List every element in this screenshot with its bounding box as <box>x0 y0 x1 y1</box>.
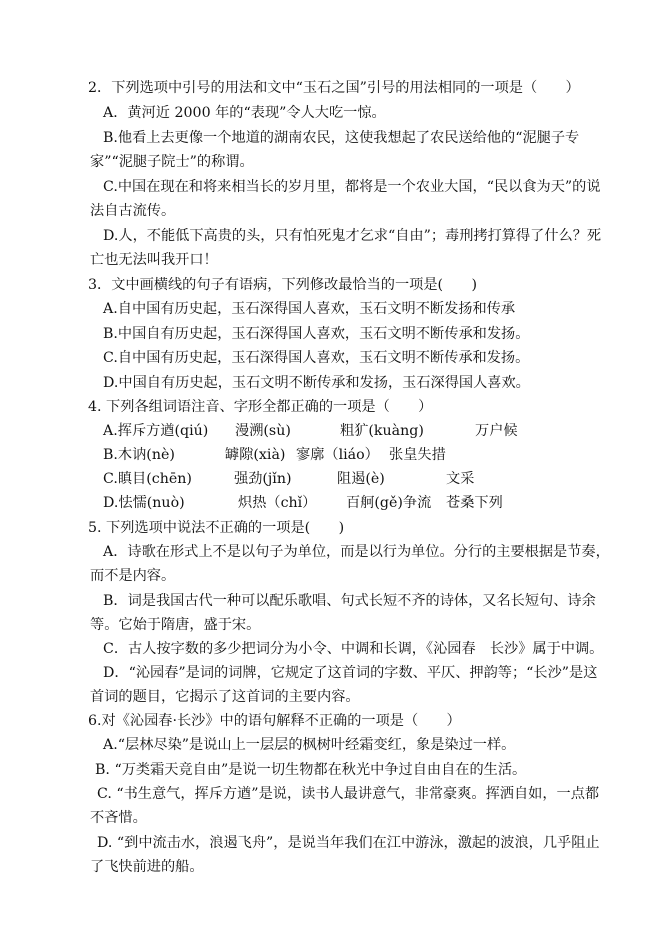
question-4-row-c-word-3: 阻遏(è) <box>337 471 385 487</box>
question-4-row-a-word-2: 漫溯(sù) <box>235 423 291 439</box>
question-4-row-a-word-3: 粗犷(kuàng) <box>340 423 424 439</box>
question-5-option-c: C．古人按字数的多少把词分为小令、中调和长调，《沁园春 长沙》属于中调。 <box>103 641 604 657</box>
question-6-stem: 6.对《沁园春·长沙》中的语句解释不正确的一项是（ ） <box>88 713 461 729</box>
question-6-option-c-line1: C. “书生意气，挥斥方遒”是说，读书人最讲意气，非常豪爽。挥洒自如，一点都 <box>97 786 600 802</box>
question-2-option-c-line2: 法自古流传。 <box>90 203 176 219</box>
question-4-row-d-word-4: 苍桑下列 <box>446 495 503 511</box>
question-2-option-d-line1: D.人，不能低下高贵的头，只有怕死鬼才乞求“自由”；毒刑拷打算得了什么？死 <box>103 228 602 244</box>
question-5-option-d-line2: 首词的题目，它揭示了这首词的主要内容。 <box>90 689 360 705</box>
question-6-option-a: A.“层林尽染”是说山上一层层的枫树叶经霜变红，象是染过一样。 <box>103 737 516 753</box>
question-4-row-b-word-2: 罅隙(xià) <box>225 447 286 463</box>
question-2-option-b-line1: B.他看上去更像一个地道的湖南农民，这使我想起了农民送给他的“泥腿子专 <box>103 130 580 146</box>
question-4-row-b-word-1: B.木讷(nè) <box>103 447 175 463</box>
question-6-option-d-line1: D. “到中流击水，浪遏飞舟”，是说当年我们在江中游泳，激起的波浪，几乎阻止 <box>97 835 600 851</box>
question-4-row-b-word-3: 寥廓（liáo） <box>296 447 379 463</box>
question-4-row-b-word-4: 张皇失措 <box>389 447 446 463</box>
question-5-stem: 5. 下列选项中说法不正确的一项是( ) <box>88 520 345 536</box>
question-4-row-a-word-1: A.挥斥方遒(qiú) <box>103 423 209 439</box>
question-2-option-d-line2: 亡也无法叫我开口！ <box>90 252 218 268</box>
question-6-option-d-line2: 了飞快前进的船。 <box>90 859 204 875</box>
question-4-stem: 4. 下列各组词语注音、字形全都正确的一项是（ ） <box>88 399 433 415</box>
question-3-option-b: B.中国自有历史起，玉石深得国人喜欢，玉石文明不断传承和发扬。 <box>103 326 530 342</box>
question-3-option-d: D.中国自有历史起，玉石文明不断传承和发扬，玉石深得国人喜欢。 <box>103 375 530 391</box>
question-3-stem: 3．文中画横线的句子有语病，下列修改最恰当的一项是( ) <box>88 277 477 293</box>
question-4-row-d-word-1: D.怯懦(nuò) <box>103 495 185 511</box>
question-6-option-b: B. “万类霜天竞自由”是说一切生物都在秋光中争过自由自在的生活。 <box>95 762 527 778</box>
question-2-option-a: A．黄河近 2000 年的“表现”令人大吃一惊。 <box>103 105 386 121</box>
question-3-option-c: C.自中国有历史起，玉石深得国人喜欢，玉石文明不断传承和发扬。 <box>103 350 530 366</box>
question-5-option-b-line1: B．词是我国古代一种可以配乐歌唱、句式长短不齐的诗体，又名长短句、诗余 <box>103 593 596 609</box>
question-5-option-d-line1: D．“沁园春”是词的词牌，它规定了这首词的字数、平仄、押韵等；“长沙”是这 <box>103 665 598 681</box>
question-2-stem: 2．下列选项中引号的用法和文中“玉石之国”引号的用法相同的一项是（ ） <box>88 80 580 96</box>
question-5-option-a-line1: A．诗歌在形式上不是以句子为单位，而是以行为单位。分行的主要根据是节奏， <box>103 544 610 560</box>
question-5-option-b-line2: 等。它始于隋唐，盛于宋。 <box>90 617 261 633</box>
question-4-row-c-word-1: C.瞋目(chēn) <box>103 471 192 487</box>
question-4-row-c-word-2: 强劲(jǐn) <box>234 471 292 487</box>
question-2-option-b-line2: 家”“泥腿子院士”的称谓。 <box>90 154 254 170</box>
question-6-option-c-line2: 不吝惜。 <box>90 810 147 826</box>
question-3-option-a: A.自中国有历史起，玉石深得国人喜欢，玉石文明不断发扬和传承 <box>103 301 516 317</box>
question-5-option-a-line2: 而不是内容。 <box>90 568 176 584</box>
question-4-row-d-word-3: 百舸(gě)争流 <box>346 495 432 511</box>
question-4-row-c-word-4: 文采 <box>446 471 475 487</box>
question-4-row-a-word-4: 万户候 <box>475 423 518 439</box>
question-2-option-c-line1: C.中国在现在和将来相当长的岁月里，都将是一个农业大国，“民以食为天”的说 <box>103 179 601 195</box>
question-4-row-d-word-2: 炽热（chǐ） <box>238 495 317 511</box>
